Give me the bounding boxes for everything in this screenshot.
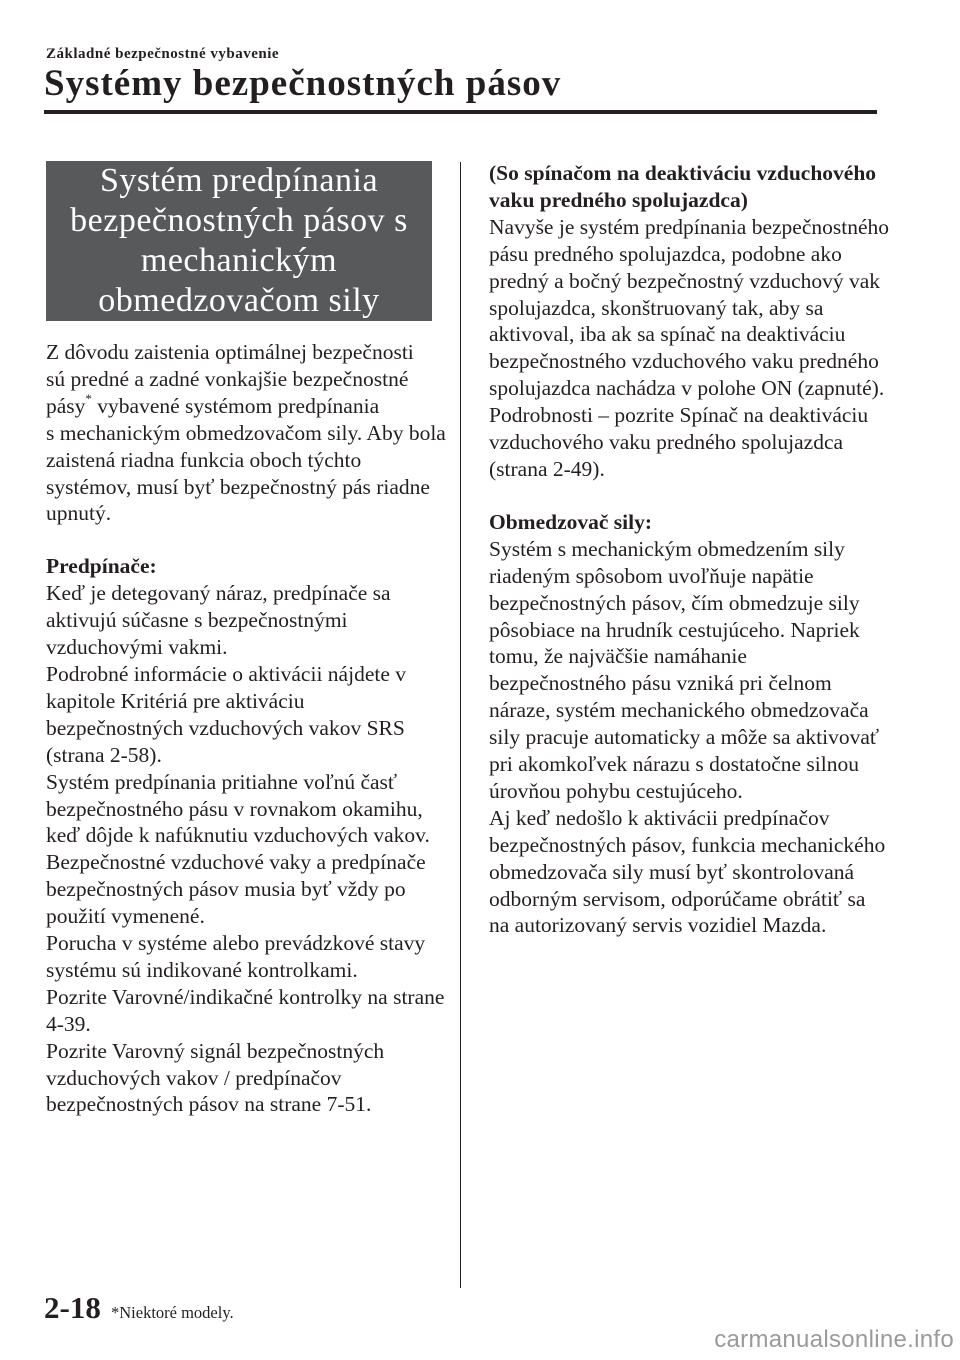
section-heading-box (46, 161, 432, 321)
page-number: 2-18 (44, 1290, 101, 1325)
subheading-passenger-switch: (So spínačom na deaktiváciu vzduchového vaku predného spolujazdca) (489, 161, 877, 212)
subheading-force-limiter: Obmedzovač sily: (489, 509, 653, 534)
section-label: Základné bezpečnostné vybavenie (46, 46, 280, 62)
paragraph: Navyše je systém predpínania bezpečnostného pásu predného spolujazdca, podobne ako predný a bočný bezpečnostný vzduchový vak spolujazdca, skonštruovaný tak, aby sa aktivoval, iba ak sa spínač na deaktiváciu bezpečnostného vzduchového vaku predného spolujazdca nachádza v polohe ON (zapnuté). (489, 214, 890, 401)
paragraph: Pozrite Varovný signál bezpečnostných vzduchových vakov / predpínačov bezpečnostných pásov na strane 7-51. (46, 1038, 385, 1117)
footnote-mark: * (85, 390, 92, 406)
intro-line-3-end: vybavené systémom predpínania (91, 393, 380, 418)
section-heading: Systém predpínania bezpečnostných pásov s mechanickým obmedzovačom sily (70, 162, 408, 319)
chapter-title: Systémy bezpečnostných pásov (44, 63, 562, 104)
watermark: carmanualsonline.info (714, 1326, 954, 1353)
subheading-pretensioners: Predpínače: (46, 554, 157, 579)
paragraph: Aj keď nedošlo k aktivácii predpínačov bezpečnostných pásov, funkcia mechanického obmedzovača sily musí byť skontrolovaná odborným servisom, odporúčame obrátiť sa na autorizovaný servis vozidiel Mazda. (489, 805, 886, 938)
paragraph: Podrobnosti – pozrite Spínač na deaktiváciu vzduchového vaku predného spolujazdca (strana 2-49). (489, 403, 869, 481)
intro-paragraph: s mechanickým obmedzovačom sily. Aby bola zaistená riadna funkcia oboch týchto systémov, musí byť bezpečnostný pás riadne upnutý. (46, 420, 446, 526)
intro-line-3-start: pásy (46, 393, 86, 418)
left-column (46, 339, 446, 1118)
paragraph: Podrobné informácie o aktivácii nájdete v kapitole Kritériá pre aktiváciu bezpečnostných vzduchových vakov SRS (strana 2-58). (46, 661, 406, 767)
intro-line-2: sú predné a zadné vonkajšie bezpečnostné (46, 366, 409, 391)
paragraph: Porucha v systéme alebo prevádzkové stavy systému sú indikované kontrolkami. (46, 931, 426, 982)
intro-line-3 (46, 390, 446, 420)
intro-line-1: Z dôvodu zaistenia optimálnej bezpečnosti (46, 340, 414, 364)
right-column (489, 160, 889, 939)
spacer (46, 527, 446, 553)
paragraph: Systém s mechanickým obmedzením sily riadeným spôsobom uvoľňuje napätie bezpečnostných pásov, čím obmedzuje sily pôsobiace na hrudník cestujúceho. Napriek tomu, že najväčšie namáhanie bezpečnostného pásu vzniká pri čelnom náraze, systém mechanického obmedzovača sily pracuje automaticky a môže sa aktivovať pri akomkoľvek nárazu s dostatočne silnou úrovňou pohybu cestujúceho. (489, 536, 880, 803)
paragraph: Pozrite Varovné/indikačné kontrolky na strane 4-39. (46, 984, 445, 1036)
column-divider (460, 162, 461, 1288)
title-rule (44, 110, 877, 114)
spacer (489, 483, 889, 509)
footnote: *Niektoré modely. (111, 1303, 234, 1322)
paragraph: Systém predpínania pritiahne voľnú časť bezpečnostného pásu v rovnakom okamihu, keď dôjde k nafúknutiu vzduchových vakov. Bezpečnostné vzduchové vaky a predpínače bezpečnostných pásov musia byť vždy po použití vymenené. (46, 769, 430, 929)
paragraph: Keď je detegovaný náraz, predpínače sa aktivujú súčasne s bezpečnostnými vzduchovými vakmi. (46, 581, 391, 660)
